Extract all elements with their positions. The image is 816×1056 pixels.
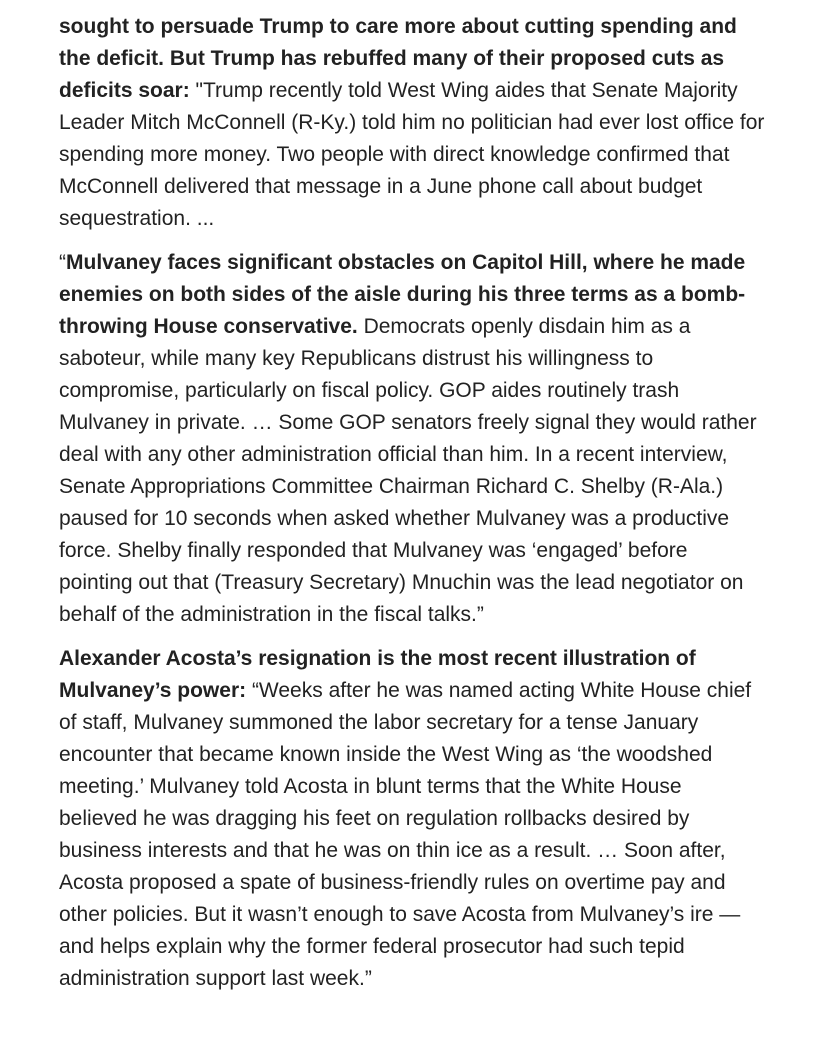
article-paragraph [59, 11, 765, 235]
paragraph-text: “Weeks after he was named acting White House chief of staff, Mulvaney summoned the labor secretary for a tense January encounter that became known inside the West Wing as ‘the woodshed meeting.’ Mulvaney told Acosta in blunt terms that the White House believed he was dragging his feet on regulation rollbacks desired by business interests and that he was on thin ice as a result. … Soon after, Acosta proposed a spate of business-friendly rules on overtime pay and other policies. But it wasn’t enough to save Acosta from Mulvaney’s ire — and helps explain why the former federal prosecutor had such tepid administration support last week.” [59, 679, 752, 990]
article-body [59, 11, 765, 1007]
paragraph-bold-lead: sought to persuade Trump to care more about cutting spending and the deficit. But Trump has rebuffed many of their proposed cuts as deficits soar: [59, 15, 737, 102]
paragraph-bold-lead: Mulvaney faces significant obstacles on Capitol Hill, where he made enemies on both sides of the aisle during his three terms as a bomb-throwing House conservative. [59, 251, 746, 338]
article-paragraph [59, 643, 765, 995]
paragraph-text: "Trump recently told West Wing aides that Senate Majority Leader Mitch McConnell (R-Ky.) told him no politician had ever lost office for spending more money. Two people with direct knowledge confirmed that McConnell delivered that message in a June phone call about budget sequestration. ... [59, 79, 765, 230]
paragraph-text: Democrats openly disdain him as a saboteur, while many key Republicans distrust his willingness to compromise, particularly on fiscal policy. GOP aides routinely trash Mulvaney in private. … Some GOP senators freely signal they would rather deal with any other administration official than him. In a recent interview, Senate Appropriations Committee Chairman Richard C. Shelby (R-Ala.) paused for 10 seconds when asked whether Mulvaney was a productive force. Shelby finally responded that Mulvaney was ‘engaged’ before pointing out that (Treasury Secretary) Mnuchin was the lead negotiator on behalf of the administration in the fiscal talks.” [59, 315, 757, 626]
paragraph-bold-lead: Alexander Acosta’s resignation is the most recent illustration of Mulvaney’s power: [59, 647, 696, 702]
opening-quote: “ [59, 251, 66, 274]
article-paragraph [59, 247, 765, 631]
